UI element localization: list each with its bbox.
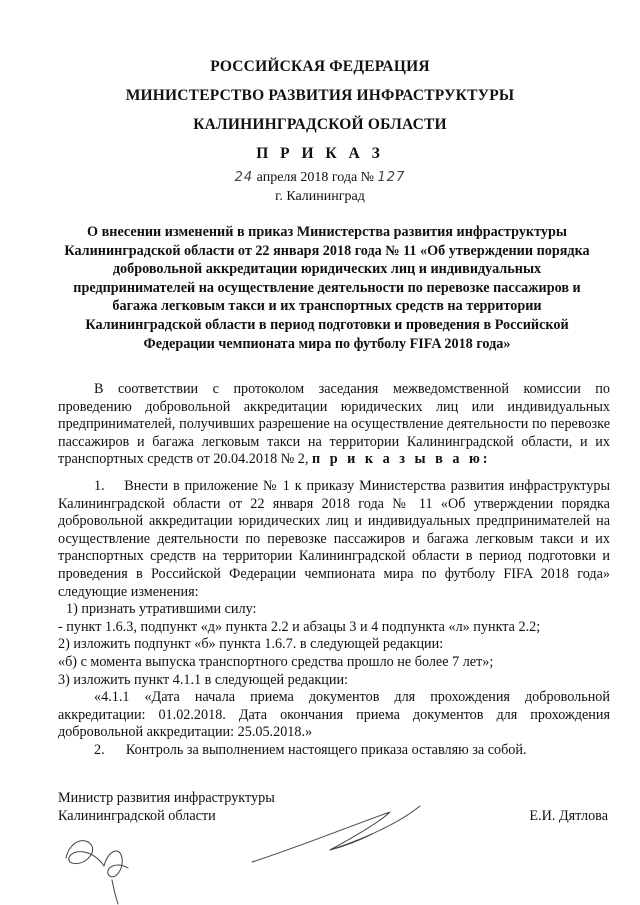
item-1: 1. Внести в приложение № 1 к приказу Министерства развития инфраструктуры Калининградской области от 22 января 2018 года № 11 «Об утверждении порядка добровольной аккредитации юридических лиц и индивидуальных предпринимателей на осуществление деятельности по перевозке пассажиров и багажа легковым такси и их транспортных средств на территории Калининградской области в период подготовки и проведения в Российской Федерации чемпионата мира по футболу FIFA 2018 года» следующие изменения: [58,478,610,600]
header-country: РОССИЙСКАЯ ФЕДЕРАЦИЯ [210,58,430,75]
city: г. Калининград [275,189,365,204]
initials-stroke-3 [112,880,118,904]
order-word: п р и к а з ы в а ю: [312,451,491,468]
date-month-year: апреля 2018 года № [256,170,375,185]
sub-item-1-detail: - пункт 1.6.3, подпункт «д» пункта 2.2 и абзацы 3 и 4 подпункта «л» пункта 2.2; [58,618,541,635]
handwritten-number: 127 [377,170,406,185]
signatory-position-line1: Министр развития инфраструктуры [58,790,275,806]
document-type: П Р И К А З [256,145,384,162]
signatory-position-line2: Калининградской области [58,807,216,824]
header-ministry: МИНИСТЕРСТВО РАЗВИТИЯ ИНФРАСТРУКТУРЫ [125,87,515,104]
initials-stroke-1 [66,841,104,866]
sub-item-2-detail: «б) с момента выпуска транспортного средства прошло не более 7 лет»; [58,653,494,670]
initials-stroke-2 [104,851,128,877]
sub-item-3: 3) изложить пункт 4.1.1 в следующей редакции: [58,671,348,688]
sub-item-2: 2) изложить подпункт «б» пункта 1.6.7. в следующей редакции: [58,636,444,653]
order-subject: О внесении изменений в приказ Министерства развития инфраструктуры Калининградской области от 22 января 2018 года № 11 «Об утверждении порядка добровольной аккредитации юридических лиц и индивидуальных предпринимателей на осуществление деятельности по перевозке пассажиров и багажа легковым такси и их транспортных средств на территории Калининградской области в период подготовки и проведения в Российской Федерации чемпионата мира по футболу FIFA 2018 года» [64,224,590,352]
sub-item-3-detail: «4.1.1 «Дата начала приема документов для прохождения добровольной аккредитации: 01.02.2018. Дата окончания приема документов для прохождения добровольной аккредитации: 25.05.2018.» [58,689,610,741]
signature-stroke-main [252,806,420,862]
header-region: КАЛИНИНГРАДСКОЙ ОБЛАСТИ [193,116,447,133]
handwritten-day: 24 [234,170,254,185]
preamble-text: В соответствии с протоколом заседания межведомственной комиссии по проведению добровольной аккредитации юридических лиц или индивидуальных предпринимателей, получивших разрешение на осуществление деятельности по перевозке пассажиров и багажа легковым такси на территории Калининградской области, и их транспортных средств от 20.04.2018 № 2, [58,381,610,468]
item-2: 2. Контроль за выполнением настоящего приказа оставляю за собой. [94,741,527,758]
signatory-name: Е.И. Дятлова [529,808,608,824]
sub-item-1: 1) признать утратившими силу: [66,601,257,618]
